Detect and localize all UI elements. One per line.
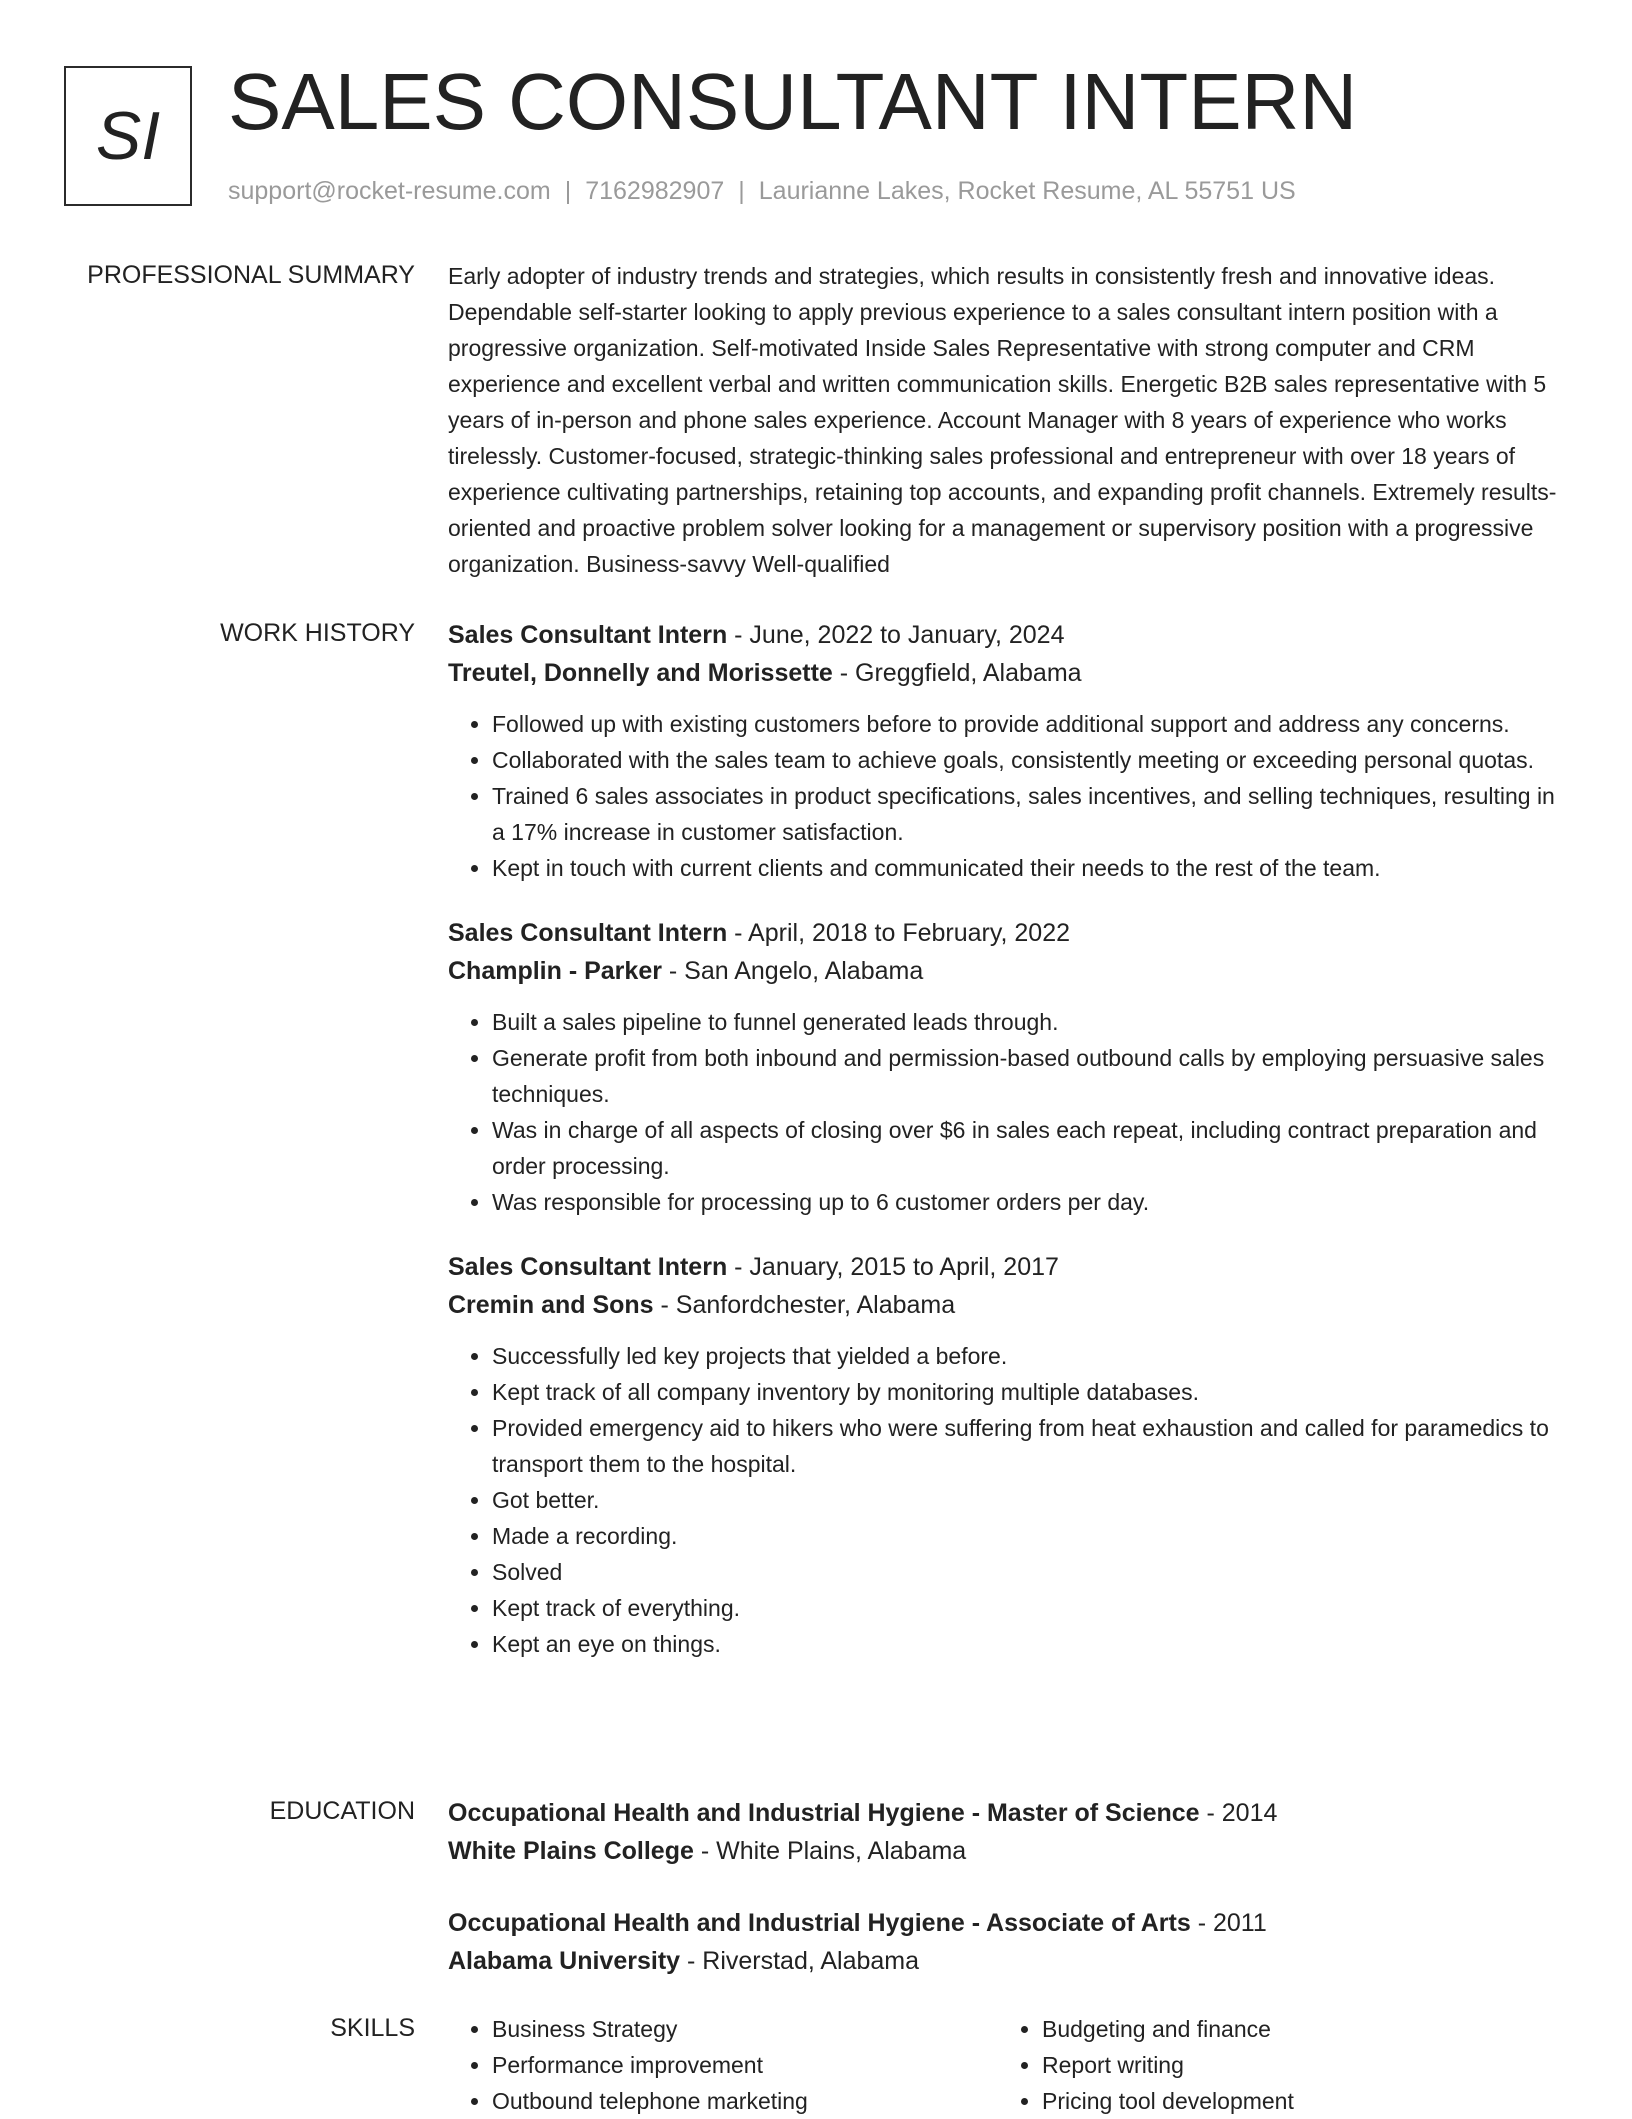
job-dates: - January, 2015 to April, 2017 [727,1253,1059,1281]
job-bullet: • Successfully led key projects that yielded a before. [492,1338,1568,1374]
job-title-line [448,616,1568,654]
contact-email[interactable]: support@rocket-resume.com [228,177,551,205]
contact-separator: | [738,177,745,205]
skills-heading: SKILLS [330,2014,415,2042]
job-title: Sales Consultant Intern [448,1253,728,1281]
contact-line [228,174,1296,208]
job-bullet: • Built a sales pipeline to funnel generated leads through. [492,1004,1568,1040]
education-degree-line [448,1904,1568,1942]
education-year: - 2014 [1199,1799,1278,1827]
candidate-name: SALES CONSULTANT INTERN [228,57,1358,146]
job-bullet: • Kept an eye on things. [492,1626,1568,1662]
education-degree: Occupational Health and Industrial Hygiene - Master of Science [448,1799,1200,1827]
job-bullet: • Kept track of all company inventory by monitoring multiple databases. [492,1374,1568,1410]
job-bullet: • Was responsible for processing up to 6 customer orders per day. [492,1184,1568,1220]
education-degree-line [448,1794,1568,1832]
skill-item: • Outbound telephone marketing [492,2083,998,2119]
education-location: - Riverstad, Alabama [680,1947,920,1975]
job-bullet: • Collaborated with the sales team to achieve goals, consistently meeting or exceeding personal quotas. [492,742,1568,778]
summary-heading: PROFESSIONAL SUMMARY [87,261,415,289]
skills-list [998,2011,1548,2119]
job-entry [448,914,1568,1220]
job-bullet: • Was in charge of all aspects of closing over $6 in sales each repeat, including contract preparation and order processing. [492,1112,1568,1184]
job-company-line [448,654,1568,692]
job-bullet: • Got better. [492,1482,1568,1518]
job-company: Cremin and Sons [448,1291,654,1319]
work-history-heading: WORK HISTORY [220,619,415,647]
contact-separator: | [564,177,572,205]
education-entry [448,1794,1568,1870]
summary-text: Early adopter of industry trends and strategies, which results in consistently fresh and innovative ideas. Dependable self-starter looking to apply previous experience to a sales consultant intern position with a progressive organization. Self-motivated Inside Sales Representative with strong computer and CRM experience and excellent verbal and written communication skills. Energetic B2B sales representative with 5 years of in-person and phone sales experience. Account Manager with 8 years of experience who works tirelessly. Customer-focused, strategic-thinking sales professional and entrepreneur with over 18 years of experience cultivating partnerships, retaining top accounts, and expanding profit channels. Extremely results-oriented and proactive problem solver looking for a management or supervisory position with a progressive organization. Business-savvy Well-qualified [448,263,1557,577]
education-school: Alabama University [448,1947,681,1975]
job-title: Sales Consultant Intern [448,919,728,947]
education-school-line [448,1942,1568,1980]
job-bullet: • Followed up with existing customers before to provide additional support and address any concerns. [492,706,1568,742]
education-year: - 2011 [1190,1909,1267,1937]
education-heading: EDUCATION [269,1797,415,1825]
education-degree: Occupational Health and Industrial Hygiene - Associate of Arts [448,1909,1191,1937]
job-dates: - April, 2018 to February, 2022 [727,919,1071,947]
skills-body [448,2011,1568,2119]
skills-column-right [998,2011,1548,2119]
job-bullet: • Trained 6 sales associates in product specifications, sales incentives, and selling techniques, resulting in a 17% increase in customer satisfaction. [492,778,1568,850]
job-title-line [448,914,1568,952]
contact-phone[interactable]: 7162982907 [585,177,725,205]
job-bullet: • Solved [492,1554,1568,1590]
education-entry [448,1904,1568,1980]
job-entry [448,616,1568,886]
job-company: Champlin - Parker [448,957,662,985]
education-school-line [448,1832,1568,1870]
job-entry [448,1248,1568,1662]
job-bullets [448,1004,1568,1220]
job-company-line [448,1286,1568,1324]
work-history-body [448,616,1568,1690]
job-bullet: • Kept track of everything. [492,1590,1568,1626]
job-company: Treutel, Donnelly and Morissette [448,659,833,687]
monogram-badge: SI [64,66,192,206]
skills-grid [448,2011,1568,2119]
contact-address: Laurianne Lakes, Rocket Resume, AL 55751 US [758,177,1296,205]
job-location: - Sanfordchester, Alabama [653,1291,956,1319]
skills-column-left [448,2011,998,2119]
skill-item: • Pricing tool development [1042,2083,1548,2119]
job-title-line [448,1248,1568,1286]
job-bullets [448,706,1568,886]
job-bullet: • Made a recording. [492,1518,1568,1554]
job-company-line [448,952,1568,990]
job-bullet: • Provided emergency aid to hikers who were suffering from heat exhaustion and called for paramedics to transport them to the hospital. [492,1410,1568,1482]
skill-item: • Report writing [1042,2047,1548,2083]
skill-item: • Business Strategy [492,2011,998,2047]
job-bullet: • Kept in touch with current clients and communicated their needs to the rest of the team. [492,850,1568,886]
job-location: - San Angelo, Alabama [661,957,924,985]
skill-item: • Performance improvement [492,2047,998,2083]
job-bullets [448,1338,1568,1662]
education-school: White Plains College [448,1837,694,1865]
job-title: Sales Consultant Intern [448,621,728,649]
education-location: - White Plains, Alabama [693,1837,967,1865]
job-location: - Greggfield, Alabama [832,659,1082,687]
job-dates: - June, 2022 to January, 2024 [727,621,1065,649]
education-body [448,1794,1568,2014]
skill-item: • Budgeting and finance [1042,2011,1548,2047]
summary-body [448,258,1568,582]
skills-list [448,2011,998,2119]
job-bullet: • Generate profit from both inbound and permission-based outbound calls by employing persuasive sales techniques. [492,1040,1568,1112]
